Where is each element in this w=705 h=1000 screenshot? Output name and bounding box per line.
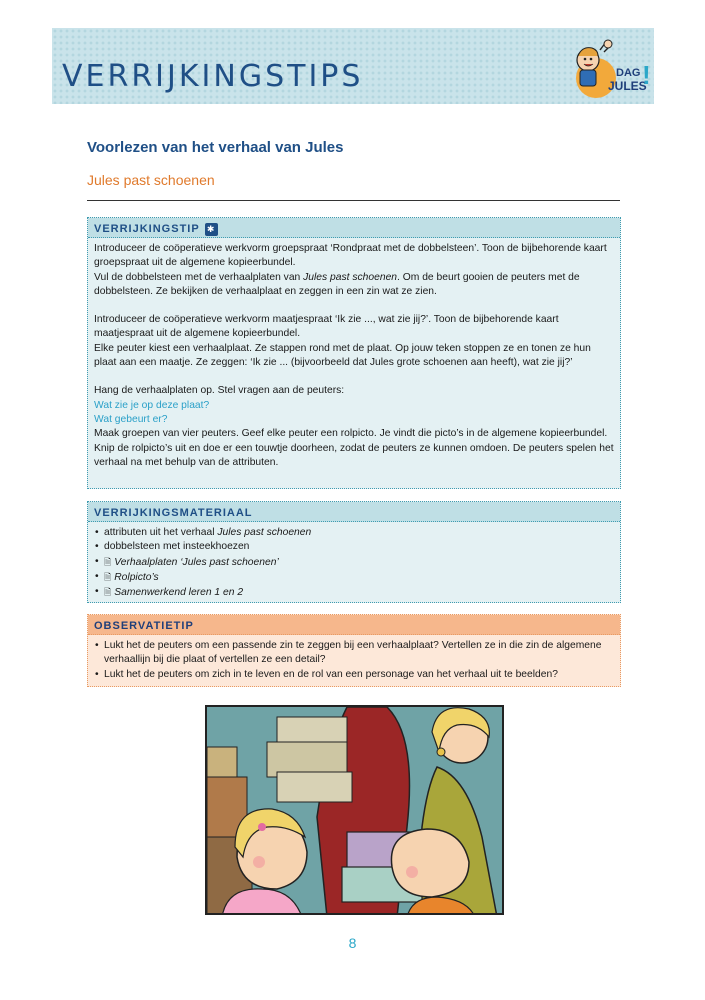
document-icon: 🗎 — [104, 587, 112, 598]
enrichment-tip-box — [87, 217, 621, 489]
story-subtitle: Jules past schoenen — [87, 172, 215, 188]
list-item-emphasis: Samenwerkend leren 1 en 2 — [114, 587, 244, 599]
tip-text: Vul de dobbelsteen met de verhaalplaten van — [94, 271, 304, 283]
list-item-emphasis: Jules past schoenen — [217, 527, 312, 538]
tip-paragraph: Maak groepen van vier peuters. Geef elke peuter een rolpicto. Je vindt die picto’s in de algemene kopieerbundel. Knip de rolpicto’s uit en doe er een touwtje doorheen, zodat de peuters ze kunnen omdoen. De peuters spelen het verhaal na met behulp van de attributen. — [94, 428, 614, 468]
tip-text: . Om de beurt gooien de peuters met de dobbelsteen. Ze bekijken de verhaalplaat en zeggen in een zin wat ze zien. — [94, 271, 580, 297]
logo-text-dag: DAG — [616, 67, 641, 79]
list-item: • Lukt het de peuters om een passende zin te zeggen bij een verhaalplaat? Vertellen ze in die zin de algemene verhaallijn bij die plaat of vertellen ze een detail? — [94, 639, 614, 668]
list-item-text: dobbelsteen met insteekhoezen — [104, 541, 250, 553]
list-item: • Lukt het de peuters om zich in te leven en de rol van een personage van het verhaal uit te beelden? — [94, 668, 614, 682]
document-icon: 🗎 — [104, 556, 112, 567]
tip-emphasis: Jules past schoenen — [303, 271, 398, 283]
logo-text-jules: JULES — [608, 79, 647, 93]
enrichment-tip-heading — [88, 218, 620, 238]
dag-jules-logo — [566, 38, 651, 100]
observation-tip-body — [88, 635, 620, 686]
tip-paragraph: Introduceer de coöperatieve werkvorm maatjespraat ‘Ik zie ..., wat zie jij?’. Toon de bijbehorende kaart maatjespraat uit de algemene kopieerbundel. — [94, 314, 559, 340]
enrichment-tip-heading-label: VERRIJKINGSTIP — [94, 223, 200, 235]
paragraph-gap — [94, 370, 614, 384]
material-list — [94, 526, 614, 600]
logo-exclamation: ! — [642, 60, 651, 90]
enrichment-tip-body — [88, 238, 620, 474]
page-number: 8 — [348, 935, 357, 951]
question-1: Wat zie je op deze plaat? — [94, 399, 210, 411]
paragraph-gap — [94, 299, 614, 313]
list-item — [94, 526, 614, 540]
enrichment-material-body — [88, 522, 620, 604]
tip-paragraph: Hang de verhaalplaten op. Stel vragen aan de peuters: — [94, 385, 345, 397]
observation-tip-box — [87, 614, 621, 687]
page-title: VERRIJKINGSTIPS — [62, 59, 364, 94]
star-icon: ✱ — [205, 223, 218, 236]
observation-tip-heading: OBSERVATIETIP — [88, 615, 620, 635]
tip-paragraph — [94, 271, 614, 300]
list-item — [94, 555, 614, 570]
enrichment-material-heading: VERRIJKINGSMATERIAAL — [88, 502, 620, 522]
section-title: Voorlezen van het verhaal van Jules — [87, 139, 344, 156]
question-2: Wat gebeurt er? — [94, 413, 168, 425]
list-item — [94, 540, 614, 554]
list-item — [94, 585, 614, 600]
enrichment-material-box — [87, 501, 621, 603]
divider-line — [87, 200, 620, 201]
tip-paragraph: Elke peuter kiest een verhaalplaat. Ze stappen rond met de plaat. Op jouw teken stoppen ze en tonen ze hun plaat aan een maatje. Ze zeggen: ‘Ik zie ... (bijvoorbeeld dat Jules grote schoenen aan heeft), wat zie jij?’ — [94, 342, 591, 369]
list-item — [94, 570, 614, 585]
page-header — [52, 28, 654, 104]
tip-paragraph: Introduceer de coöperatieve werkvorm groepspraat ‘Rondpraat met de dobbelsteen’. Toon de bijbehorende kaart groepspraat uit de algemene kopieerbundel. — [94, 243, 607, 269]
illustration-image — [207, 707, 504, 915]
list-item-emphasis: Verhaalplaten ‘Jules past schoenen’ — [114, 556, 279, 568]
list-item-emphasis: Rolpicto’s — [114, 571, 159, 583]
document-icon: 🗎 — [104, 571, 112, 582]
observation-list — [94, 639, 614, 682]
story-illustration — [205, 705, 504, 915]
list-item-text: attributen uit het verhaal — [104, 527, 218, 538]
